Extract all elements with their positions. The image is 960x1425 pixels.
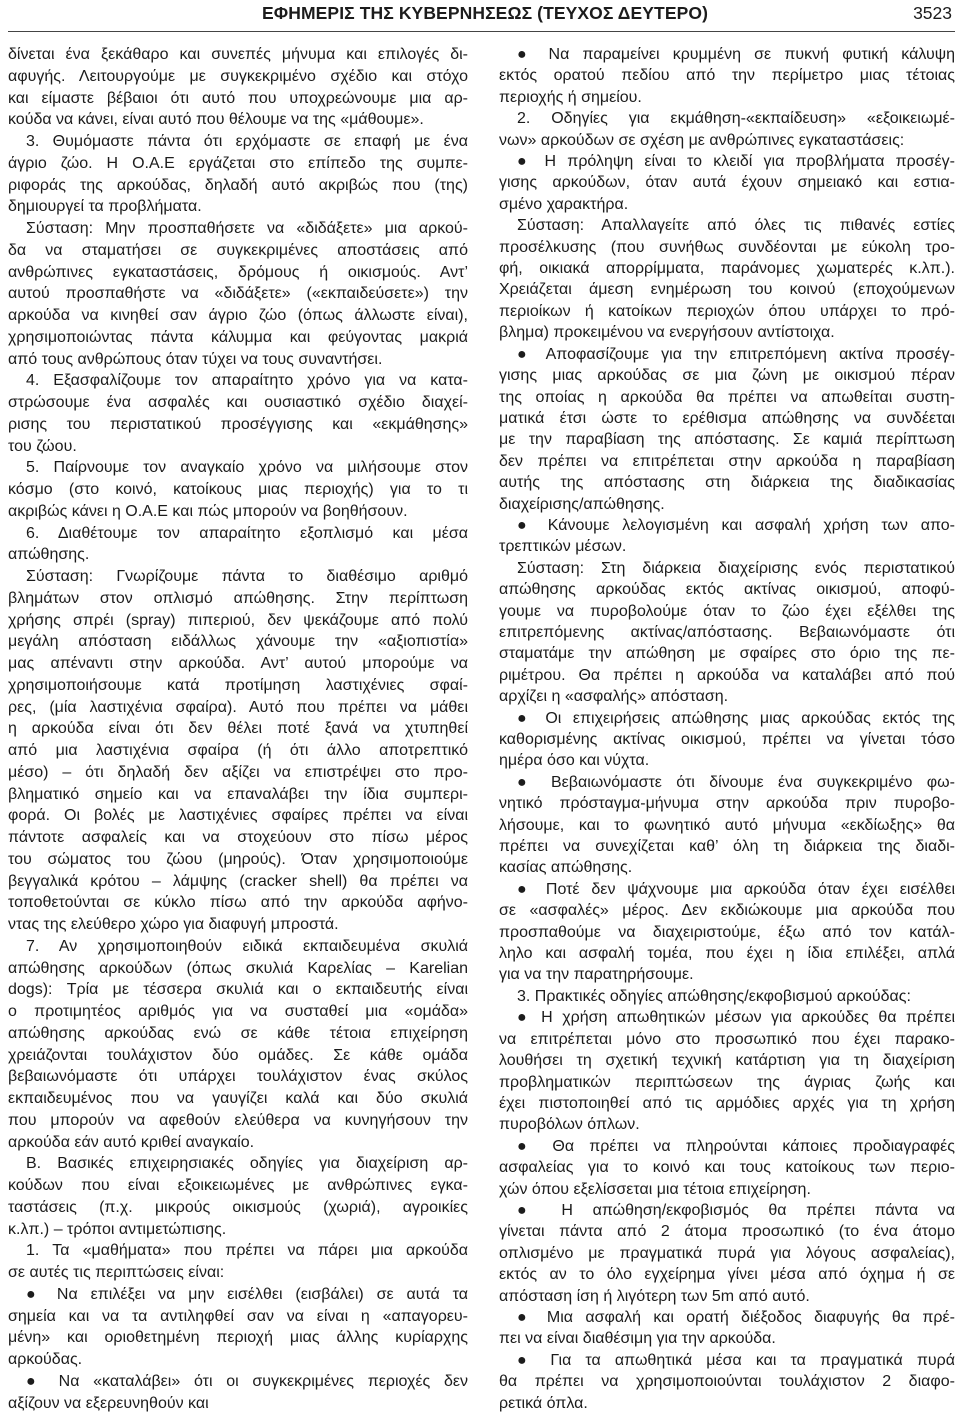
paragraph xyxy=(499,1136,955,1200)
text-line: γισης μιας αρκούδας σε μια ζώνη με οικισμού πέραν xyxy=(499,367,955,385)
text-line: Σύσταση: Γνωρίζουμε πάντα το διαθέσιμο αριθμό xyxy=(26,568,468,585)
text-line: κόσμο (στο κοινό, κατοίκους μιας περιοχής) για το τι xyxy=(8,481,468,498)
text-line: σημεία και να τα αντιληφθεί σαν να είναι η «απαγορευ- xyxy=(8,1307,468,1325)
text-line: 3. Θυμόμαστε πάντα ότι ερχόμαστε σε επαφή με ένα xyxy=(26,133,468,150)
paragraph xyxy=(499,986,955,1007)
text-line: νητικό πρόσταγμα-μήνυμα στην αρκούδα πριν πυροβο- xyxy=(499,795,955,813)
text-line: καθορισμένης ακτίνας οικισμού, πρέπει να γίνεται τόσο xyxy=(499,731,955,748)
paragraph xyxy=(499,708,955,772)
text-line: Σύσταση: Μην προσπαθήσετε να «διδάξετε» μια αρκού- xyxy=(26,220,468,237)
text-line: δεν πρέπει να επιτρέπεται στην αρκούδα η παραβίαση xyxy=(499,452,955,470)
text-line: Χρειάζεται άμεση ενημέρωση του κοινού (εποχούμενων xyxy=(499,281,955,299)
paragraph xyxy=(499,772,955,879)
text-line: ● Η απώθηση/εκφοβισμός θα πρέπει πάντα να xyxy=(517,1201,955,1219)
text-line: σταματάμε την απώθηση με σφαίρες στο όριο της πε- xyxy=(499,645,955,663)
text-line: χρειάζονται τουλάχιστον δύο ομάδες. Σε κάθε ομάδα xyxy=(8,1046,468,1064)
text-line: τοποθετούνται σε κύκλο πίσω από την αρκούδα αφήνο- xyxy=(8,894,468,912)
text-line: με την παραβίαση της απόστασης. Σε καμιά περίπτωση xyxy=(499,431,955,449)
text-line: Σύσταση: Στη διάρκεια διαχείρισης ενός περιστατικού xyxy=(517,559,955,577)
text-line: βλημάτων στον οπλισμό απώθησης. Στην περίπτωση xyxy=(8,589,468,607)
text-line: στρώσουμε ένα ασφαλές και ουσιαστικό σχέδιο διαχεί- xyxy=(8,394,468,411)
text-line: ● Θα πρέπει να πληρούνται κάποιες προδιαγραφές xyxy=(517,1137,955,1155)
text-line: ● Ποτέ δεν ψάχνουμε μια αρκούδα όταν έχει εισέλθει xyxy=(517,880,955,898)
right-column xyxy=(499,44,955,1414)
paragraph xyxy=(8,1371,468,1415)
text-line: αξίζουν να εξερευνηθούν και xyxy=(8,1394,209,1412)
text-line: ● Για τα απωθητικά μέσα και τα πραγματικά πυρά xyxy=(517,1351,955,1369)
text-line: χρησιμοποιώντας πάντα κάλυμμα και φεύγοντας μακριά xyxy=(8,328,468,346)
text-line: απώθησης. xyxy=(8,546,90,564)
text-line: απώθησης αρκούδων (όπως σκυλιά Καρελίας – Karelian xyxy=(8,959,468,977)
text-line: ανθρώπινες εγκαταστάσεις, δρόμους ή οικισμούς. Αντ’ xyxy=(8,263,468,281)
text-line: αυτού προσπαθήστε να «διδάξετε» («εκπαιδεύσετε») την xyxy=(8,285,468,303)
paragraph xyxy=(8,218,468,370)
text-line: ● Η πρόληψη είναι το κλειδί για προβλήματα προσέγ- xyxy=(517,153,955,171)
paragraph xyxy=(499,215,955,343)
paragraph xyxy=(499,879,955,986)
text-line: κούδων που είναι εξοικειωμένες με ανθρώπινες εγκα- xyxy=(8,1177,468,1194)
text-line: και είμαστε βέβαιοι ότι αυτό που υποχρεώνουμε μια αρ- xyxy=(8,89,468,107)
paragraph xyxy=(499,1200,955,1307)
text-line: κούδα να κάνει, είναι αυτό που θέλουμε να της «μάθουμε». xyxy=(8,111,424,129)
paragraph xyxy=(8,936,468,1154)
text-line: ληλο και ασφαλή τομέα, που έχει η ίδια επιλέξει, απλά xyxy=(499,945,955,963)
text-line: φορά. Οι βολές με λαστιχένιες σφαίρες πρέπει να είναι xyxy=(8,807,468,825)
text-line: αρχίζει η «ασφαλής» απόσταση. xyxy=(499,688,729,706)
text-line: ● Η χρήση απωθητικών μέσων για αρκούδες θα πρέπει xyxy=(517,1009,955,1027)
paragraph xyxy=(499,1307,955,1350)
text-line: πρέπει να συνεχίζεται καθ’ όλη τη διάρκεια της διαδι- xyxy=(499,838,955,856)
text-line: μας απέναντι στην αρκούδα. Αντ’ αυτού μπορούμε να xyxy=(8,655,468,672)
text-line: χών όπου εξελίσσεται μια τέτοια επιχείρηση. xyxy=(499,1180,811,1198)
paragraph xyxy=(499,515,955,558)
text-line: 1. Τα «μαθήματα» που πρέπει να πάρει μια αρκούδα xyxy=(26,1242,468,1260)
text-line: ριφοράς της αρκούδας, δηλαδή αυτό ακριβώς που (της) xyxy=(8,176,468,194)
text-line: από τους ανθρώπους όταν τύχει να τους συναντήσει. xyxy=(8,350,383,368)
text-line: εκπαιδευμένος που να γαυγίζει καλά και δύο σκυλιά xyxy=(8,1090,468,1107)
text-line: λουθήσει τη σχετική τεχνική κατάρτιση για τη διαχείριση xyxy=(499,1052,955,1070)
text-line: του ζώου. xyxy=(8,437,77,455)
text-line: δα να σταματήσει σε συγκεκριμένες αποστάσεις από xyxy=(8,241,468,259)
text-line: σε «ασφαλές» μέρος. Δεν εκδιώκουμε μια αρκούδα που xyxy=(499,902,955,920)
text-line: ● Οι επιχειρήσεις απώθησης μιας αρκούδας εκτός της xyxy=(517,709,955,727)
paragraph xyxy=(499,44,955,108)
text-line: φή, οικιακά απορρίμματα, παράνομες χωματερές κ.λπ.). xyxy=(499,260,955,278)
text-line: ταστάσεις (π.χ. μικρούς οικισμούς (χωριά), αγροικίες xyxy=(8,1198,468,1216)
text-line: ημέρα όσο και νύχτα. xyxy=(499,752,650,770)
text-line: μεγάλη απόσταση ειδάλλως χάνουμε την «αξιοπιστία» xyxy=(8,633,468,651)
text-line: προσέλκυσης (που συνήθως συνδέονται με εύκολη τρο- xyxy=(499,238,955,256)
text-line: λήσουμε, και το φωνητικό αυτό μήνυμα «εκδίωξης» θα xyxy=(499,816,955,834)
text-line: νων» αρκούδων σε σχέση με ανθρώπινες εγκαταστάσεις: xyxy=(499,131,905,149)
text-line: ● Να επιλέξει να μην εισέλθει (εισβάλει) σε αυτά τα xyxy=(26,1285,468,1303)
text-line: 4. Εξασφαλίζουμε τον απαραίτητο χρόνο για να κατα- xyxy=(26,372,468,390)
text-line: ματικά έτσι ώστε το ερέθισμα απώθησης να συνδέεται xyxy=(499,409,955,427)
paragraph xyxy=(8,1153,468,1240)
text-line: ρες, (μία λαστιχένια σφαίρα). Αυτό που πρέπει να μάθει xyxy=(8,698,468,716)
paragraph xyxy=(8,1284,468,1371)
text-line: αρκούδας. xyxy=(8,1351,83,1368)
paragraph xyxy=(499,108,955,151)
text-line: 7. Αν χρησιμοποιηθούν ειδικά εκπαιδευμένα σκυλιά xyxy=(26,937,468,955)
text-line: να επιτρέπεται μόνο στο προσωπικό που έχει παρακο- xyxy=(499,1030,955,1048)
text-line: γισης αρκούδων, όταν αυτά έχουν σημειακό και εστια- xyxy=(499,174,955,192)
text-line: προβληματικών περιπτώσεων της άγριας ζωής και xyxy=(499,1073,955,1091)
text-line: για να την παρατηρήσουμε. xyxy=(499,966,694,984)
text-line: αυτής της απόστασης στη διάρκεια της διαδικασίας xyxy=(499,474,955,492)
text-line: 6. Διαθέτουμε τον απαραίτητο εξοπλισμό και μέσα xyxy=(26,524,468,542)
text-line: ● Να παραμείνει κρυμμένη σε πυκνή φυτική κάλυψη xyxy=(517,46,955,63)
text-line: απόσταση ίση ή λιγότερη των 5m από αυτό. xyxy=(499,1287,810,1305)
text-line: ακριβώς κάνει η Ο.Α.Ε και πώς μπορούν να βοηθήσουν. xyxy=(8,502,408,520)
text-line: Σύσταση: Απαλλαγείτε από όλες τις πιθανές εστίες xyxy=(517,217,955,235)
text-line: περιοίκων ή κατοίκων περιοχών όπου υπάρχει το πρό- xyxy=(499,302,955,320)
text-line: ριμέτρου. Θα πρέπει η αρκούδα να καταλάβει από πού xyxy=(499,666,955,684)
left-column xyxy=(8,44,468,1414)
paragraph xyxy=(8,131,468,218)
text-line: ● Κάνουμε λελογισμένη και ασφαλή χρήση των απο- xyxy=(517,516,955,534)
text-line: απώθησης αρκούδας ενώ σε κάθε τέτοια επιχείρηση xyxy=(8,1024,468,1042)
paragraph xyxy=(8,370,468,457)
paragraph xyxy=(499,151,955,215)
text-line: σε αυτές τις περιπτώσεις είναι: xyxy=(8,1264,225,1281)
text-line: κ.λπ.) – τρόποι αντιμετώπισης. xyxy=(8,1220,227,1238)
text-line: οπλισμένο με πραγματικά πυρά για λόγους ασφαλείας), xyxy=(499,1244,955,1262)
text-line: εκτός ορατού πεδίου από την περίμετρο μιας τέτοιας xyxy=(499,67,955,85)
text-line: βεγγαλικά κρότου – λάμψης (cracker shell) θα πρέπει να xyxy=(8,872,468,890)
header-rule xyxy=(8,31,955,32)
text-line: 3. Πρακτικές οδηγίες απώθησης/εκφοβισμού αρκούδας: xyxy=(517,987,911,1005)
text-line: αρκούδα να κινηθεί σαν άγριο ζώο (όπως άλλωστε είναι), xyxy=(8,307,468,324)
text-line: εκτός αν το όλο εγχείρημα γίνει μέσα από όχημα ή σε xyxy=(499,1266,955,1284)
text-line: επιτρεπόμενης ακτίνας/απόστασης. Βεβαιωνόμαστε ότι xyxy=(499,623,955,641)
text-line: απώθησης αρκούδας εκτός ακτίνας οικισμού, αποφύ- xyxy=(499,581,955,599)
text-line: βλημα) προκειμένου να ενεργήσουν αντίστοιχα. xyxy=(499,324,835,342)
running-header-title: ΕΦΗΜΕΡΙΣ ΤΗΣ ΚΥΒΕΡΝΗΣΕΩΣ (ΤΕΥΧΟΣ ΔΕΥΤΕΡΟ) xyxy=(262,3,709,23)
text-line: δημιουργεί τα προβλήματα. xyxy=(8,198,202,216)
text-line: πει να είναι διαθέσιμη για την αρκούδα. xyxy=(499,1330,776,1348)
text-line: προσπαθούμε να διαχειριστούμε, έξω από τον κατάλ- xyxy=(499,923,955,941)
paragraph xyxy=(8,1240,468,1284)
text-line: θα πρέπει να χρησιμοποιούνται τουλάχιστον 2 διαφο- xyxy=(499,1373,955,1391)
paragraph xyxy=(8,44,468,131)
text-line: ● Βεβαιωνόμαστε ότι δίνουμε ένα συγκεκριμένο φω- xyxy=(517,773,955,791)
text-line: περιοχής ή σημείου. xyxy=(499,88,642,106)
text-line: γίνεται πάντα από 2 άτομα προσωπικό (το ένα άτομο xyxy=(499,1223,955,1241)
text-line: ● Μια ασφαλή και ορατή διέξοδος διαφυγής θα πρέ- xyxy=(517,1308,955,1326)
text-line: ο προτιμητέος αριθμός για να συσταθεί μια «ομάδα» xyxy=(8,1003,468,1020)
text-line: μέσο) – ότι δηλαδή δεν αξίζει να επιστρέψει στο προ- xyxy=(8,763,468,781)
text-line: πυροβόλων όπλων. xyxy=(499,1116,640,1134)
text-line: ρετικά όπλα. xyxy=(499,1394,588,1412)
text-line: πάντοτε ασφαλείς και να στοχεύουν στο πίσω μέρος xyxy=(8,829,468,846)
text-line: ασφαλείας για το κοινό και τους κατοίκους των περιο- xyxy=(499,1159,955,1177)
text-line: ρισης του περιστατικού προσέγγισης και «εκμάθησης» xyxy=(8,415,468,433)
paragraph xyxy=(8,457,468,522)
paragraph xyxy=(499,1350,955,1414)
text-line: έχει πιστοποιηθεί από τις αρμόδιες αρχές για τη χρήση xyxy=(499,1094,955,1112)
page-number: 3523 xyxy=(913,3,952,23)
paragraph xyxy=(499,558,955,708)
text-line: βεβαιωνόμαστε ότι υπάρχει τουλάχιστον ένας σκύλος xyxy=(8,1068,468,1086)
text-line: του σώματος του ζώου (μηρούς). Όταν χρησιμοποιούμε xyxy=(8,850,468,868)
text-line: ● Αποφασίζουμε για την επιτρεπόμενη ακτίνα προσέγ- xyxy=(517,345,955,363)
text-line: μένη» και οριοθετημένη περιοχή μιας άλλης κυρίαρχης xyxy=(8,1329,468,1347)
text-line: ντας της ελεύθερο χώρο για διαφυγή μπροστά. xyxy=(8,916,339,933)
text-line: που μπορούν να αφεθούν ελεύθερα να κυνηγήσουν την xyxy=(8,1111,468,1129)
text-line: 2. Οδηγίες για εκμάθηση-«εκπαίδευση» «εξοικειωμέ- xyxy=(517,110,955,128)
text-line: δίνεται ένα ξεκάθαρο και συνεπές μήνυμα και επιλογές δι- xyxy=(8,46,468,63)
text-line: άγριο ζώο. Η Ο.Α.Ε εργάζεται στο επίπεδο της συμπε- xyxy=(8,154,468,172)
text-line: 5. Παίρνουμε τον αναγκαίο χρόνο να μιλήσουμε στον xyxy=(26,459,468,477)
text-line: διαχείρισης/απώθησης. xyxy=(499,495,665,513)
text-line: χρήσης σπρέι (spray) πιπεριού, δεν ψεκάζουμε από πολύ xyxy=(8,611,468,629)
text-line: αφυγής. Λειτουργούμε με συγκεκριμένο σχέδιο και στόχο xyxy=(8,67,468,85)
text-line: dogs): Τρία με τέσσερα σκυλιά και ο εκπαιδευτής είναι xyxy=(8,981,468,999)
text-line: χρησιμοποιήσουμε κατά προτίμηση λαστιχένιες σφαί- xyxy=(8,676,468,694)
text-line: κασίας απώθησης. xyxy=(499,859,633,877)
text-line: Β. Βασικές επιχειρησιακές οδηγίες για διαχείριση αρ- xyxy=(26,1155,468,1173)
text-line: ● Να «καταλάβει» ότι οι συγκεκριμένες περιοχές δεν xyxy=(26,1372,468,1390)
text-line: της οποίας η αρκούδα θα πρέπει να απωθείται συστη- xyxy=(499,388,955,406)
text-line: γουμε να πυροβολούμε όταν το ζώο έχει εξέλθει της xyxy=(499,602,955,620)
text-line: η αρκούδα είναι ότι δεν θέλει ποτέ ξανά να χτυπηθεί xyxy=(8,720,468,738)
paragraph xyxy=(499,1007,955,1135)
paragraph xyxy=(8,566,468,936)
text-line: βληματικό σημείο και να επαναλάβει την ίδια συμπερι- xyxy=(8,785,468,803)
paragraph xyxy=(8,523,468,567)
text-line: τρεπτικών μέσων. xyxy=(499,538,627,556)
text-line: από μια λαστιχένια σφαίρα (ή ότι άλλο αποτρεπτικό xyxy=(8,742,468,759)
paragraph xyxy=(499,344,955,515)
text-line: αρκούδα εάν αυτό κριθεί αναγκαίο. xyxy=(8,1133,255,1151)
text-line: σμένο χαρακτήρα. xyxy=(499,195,629,213)
